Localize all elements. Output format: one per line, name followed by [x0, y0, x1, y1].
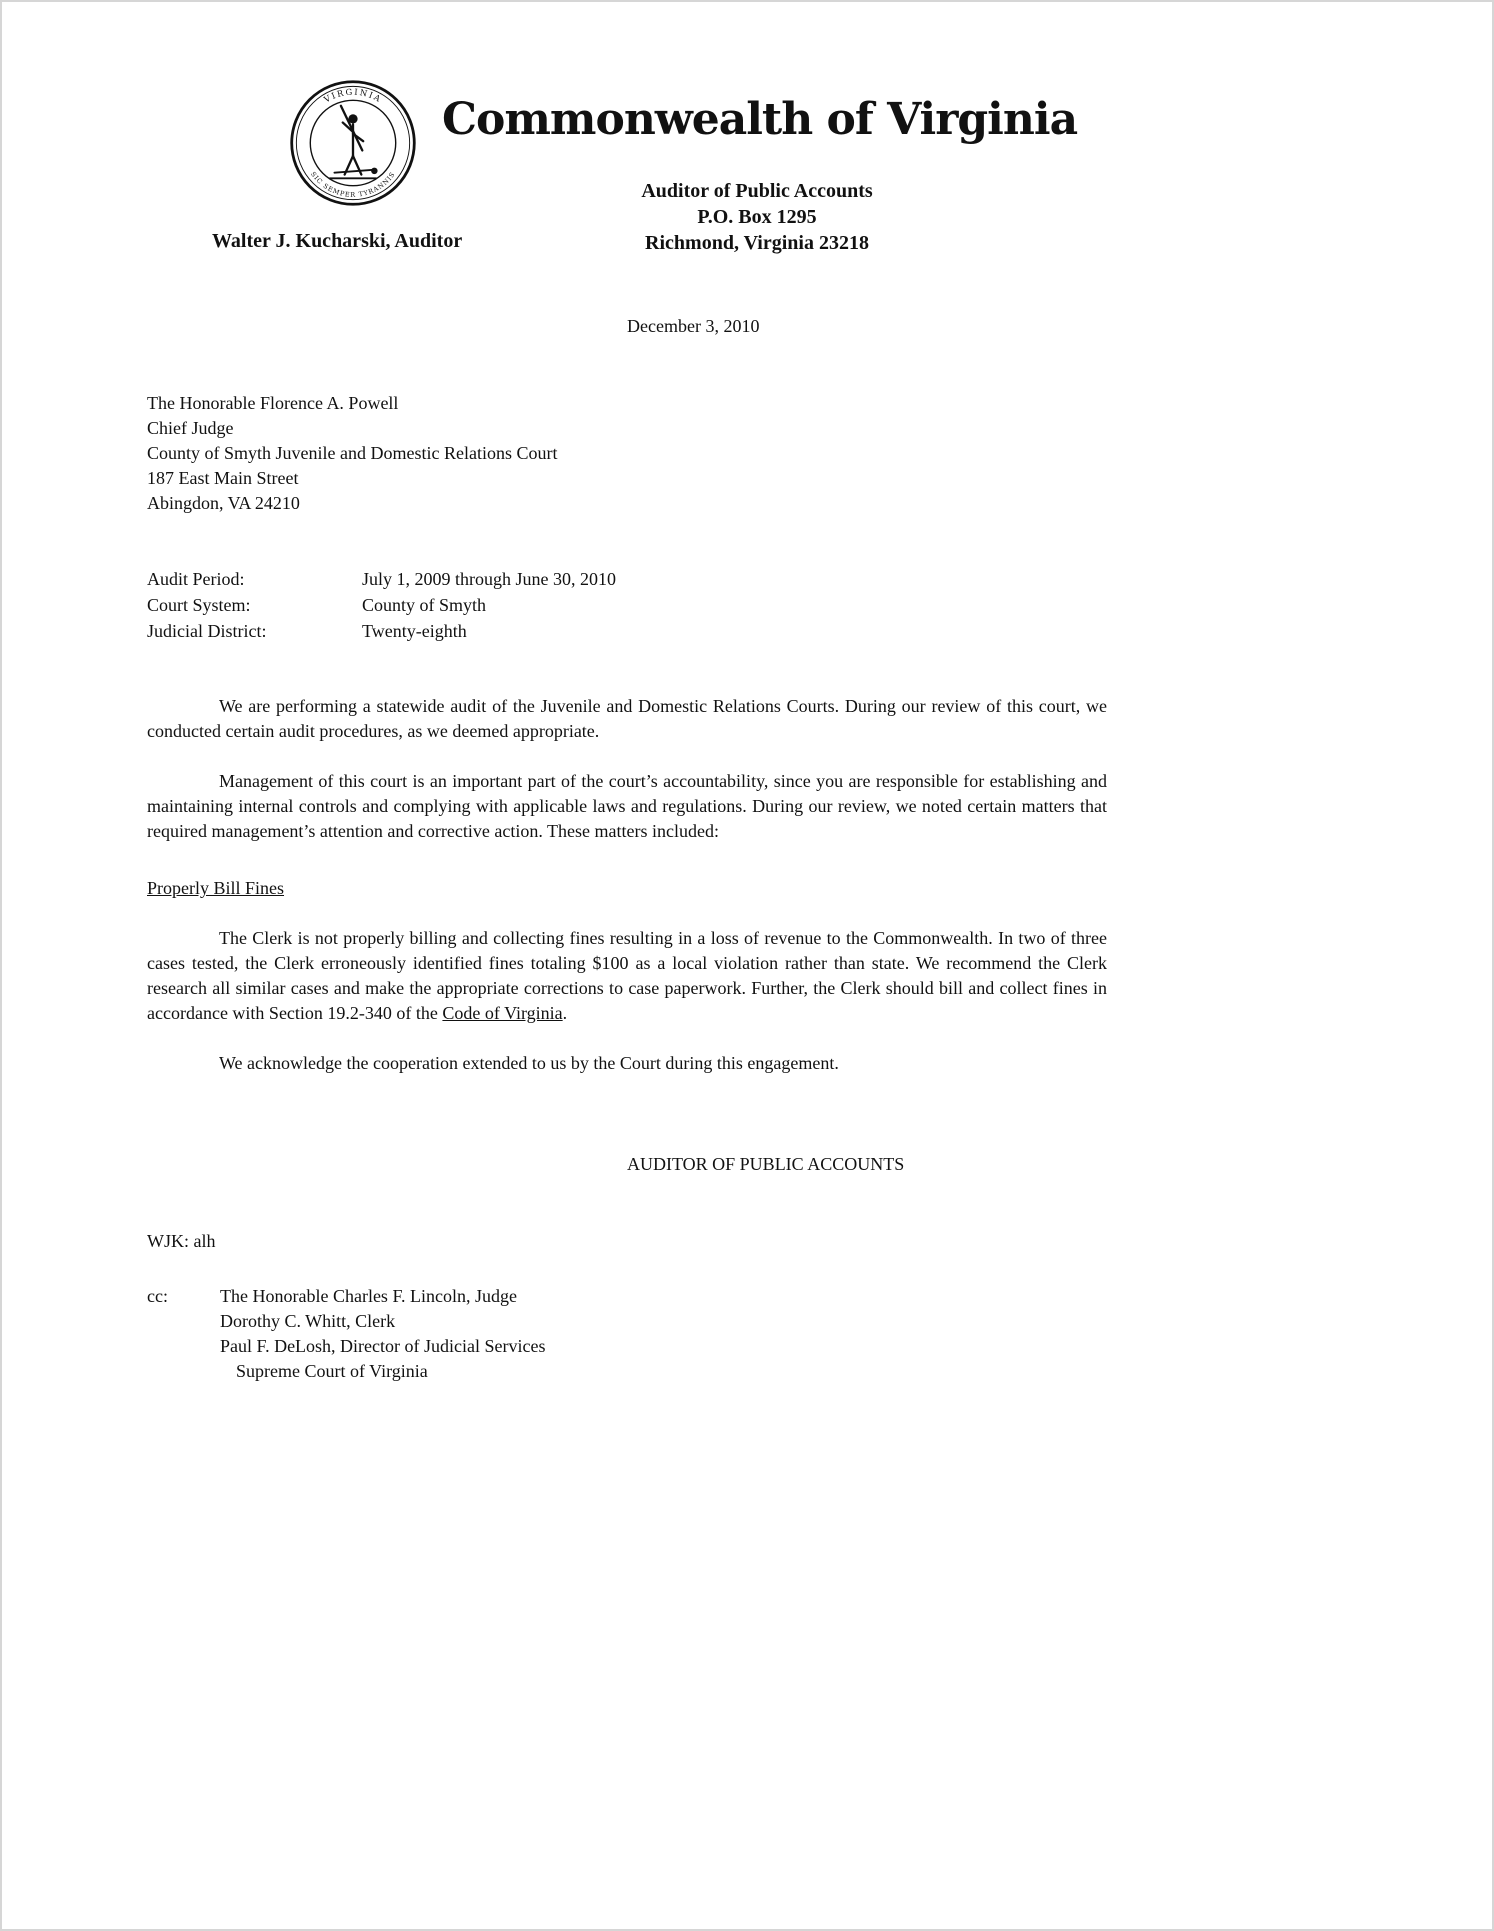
audit-info-label: Court System: — [147, 595, 251, 615]
cc-label: cc: — [147, 1286, 168, 1306]
audit-info-label: Judicial District: — [147, 621, 267, 641]
letterhead-address — [442, 178, 1072, 256]
recipient-address — [147, 391, 1107, 516]
cc-line: Dorothy C. Whitt, Clerk — [220, 1311, 396, 1331]
auditor-name: Walter J. Kucharski, Auditor — [212, 230, 463, 252]
audit-info-table — [147, 566, 1107, 644]
letter-date: December 3, 2010 — [627, 316, 760, 336]
cc-block — [147, 1284, 1107, 1384]
cc-line: Paul F. DeLosh, Director of Judicial Services — [220, 1336, 546, 1356]
letterhead — [2, 2, 1492, 272]
recipient-line: 187 East Main Street — [147, 468, 299, 488]
audit-info-value: County of Smyth — [362, 595, 487, 615]
virginia-seal-icon — [288, 78, 418, 208]
po-box-line: P.O. Box 1295 — [697, 206, 817, 228]
code-of-virginia-citation: Code of Virginia — [442, 1003, 563, 1023]
audit-info-row — [147, 566, 1107, 592]
finding-heading: Properly Bill Fines — [147, 878, 285, 898]
svg-text:SIC SEMPER TYRANNIS: SIC SEMPER TYRANNIS — [309, 170, 397, 199]
paragraph-intro: We are performing a statewide audit of the Juvenile and Domestic Relations Courts. During our review of this court, we conducted certain audit procedures, as we deemed appropriate. — [147, 696, 1107, 741]
city-line: Richmond, Virginia 23218 — [645, 232, 869, 254]
finding-text: The Clerk is not properly billing and collecting fines resulting in a loss of revenue to the Commonwealth. In two of three cases tested, the Clerk erroneously identified fines totaling $100 as a local violation rather than state. We recommend the Clerk research all similar cases and make the appropriate corrections to case paperwork. Further, the Clerk should bill and collect fines in accordance with Section 19.2-340 of the — [147, 928, 1107, 1023]
recipient-line: County of Smyth Juvenile and Domestic Relations Court — [147, 443, 558, 463]
audit-info-value: July 1, 2009 through June 30, 2010 — [362, 569, 616, 589]
cc-line: Supreme Court of Virginia — [236, 1361, 428, 1381]
paragraph-finding — [147, 926, 1107, 1026]
finding-text-end: . — [562, 1003, 568, 1023]
audit-info-label: Audit Period: — [147, 569, 245, 589]
paragraph-acknowledgement: We acknowledge the cooperation extended to us by the Court during this engagement. — [219, 1053, 839, 1073]
recipient-line: Abingdon, VA 24210 — [147, 493, 300, 513]
reference-initials: WJK: alh — [147, 1231, 216, 1251]
letter-content — [147, 314, 1107, 1384]
recipient-line: Chief Judge — [147, 418, 234, 438]
letterhead-title: Commonwealth of Virginia — [442, 94, 1078, 145]
cc-list — [220, 1284, 546, 1384]
agency-name: Auditor of Public Accounts — [641, 180, 873, 202]
cc-line: The Honorable Charles F. Lincoln, Judge — [220, 1286, 517, 1306]
audit-info-row — [147, 618, 1107, 644]
signature-block: AUDITOR OF PUBLIC ACCOUNTS — [627, 1154, 905, 1174]
audit-info-value: Twenty-eighth — [362, 621, 467, 641]
audit-info-row — [147, 592, 1107, 618]
svg-text:VIRGINIA: VIRGINIA — [322, 86, 384, 105]
paragraph-management: Management of this court is an important part of the court’s accountability, since you are responsible for establishing and maintaining internal controls and complying with applicable laws and regulations. During our review, we noted certain matters that required management’s attention and corrective action. These matters included: — [147, 771, 1107, 841]
recipient-line: The Honorable Florence A. Powell — [147, 393, 399, 413]
